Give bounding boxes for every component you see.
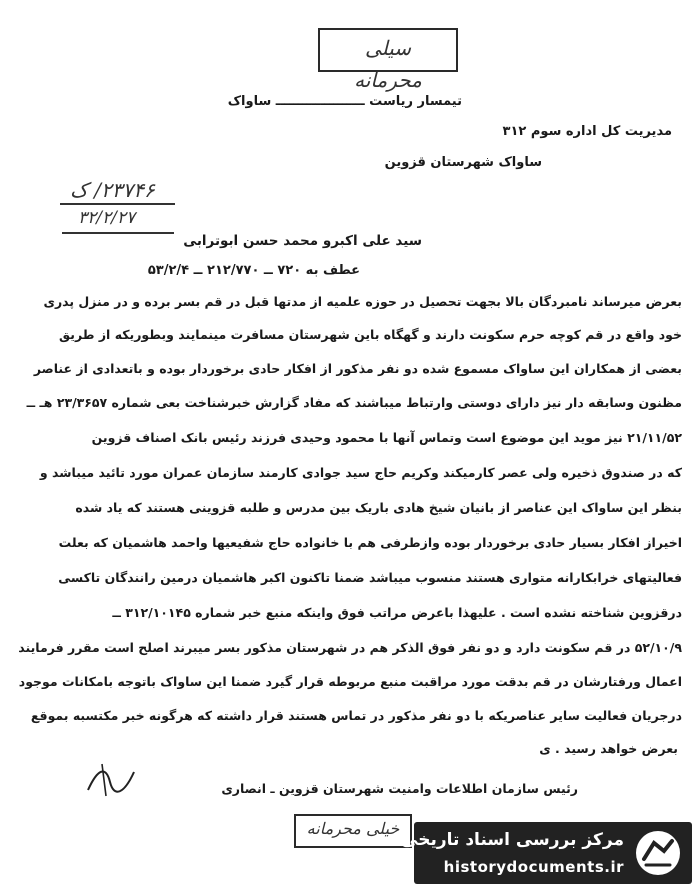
- body-line: اخیراز افکار بسیار حادی برخوردار بوده وازطرفی هم با خانواده حاج شفیعیها واحمد هاشمیان که بعلت: [58, 535, 682, 550]
- body-line: ۲۱/۱۱/۵۲ نیز موید این موضوع است وتماس آنها با محمود وحیدی فرزند رئیس بانک اصناف قزوین: [91, 430, 682, 445]
- classification-stamp-top-text: سیلی محرمانه: [354, 36, 422, 92]
- sender-line: ساواک شهرستان قزوین: [384, 155, 542, 170]
- body-line: ۵۲/۱۰/۹ در قم سکونت دارد و دو نفر فوق الذکر هم در شهرستان مذکور بسر میبرند اصلح است مقرر فرمایند: [18, 640, 682, 655]
- handwritten-date: ۳۲/۲/۲۷: [78, 208, 136, 228]
- signature-mark: [80, 760, 140, 800]
- handwritten-underline: [62, 232, 174, 234]
- reference-line: عطف به ۷۲۰ ــ ۲۱۲/۷۷۰ ــ ۵۳/۲/۴: [147, 263, 360, 278]
- watermark-url: historydocuments.ir: [443, 858, 624, 876]
- body-line: بعرض میرساند نامبردگان بالا بجهت تحصیل در حوزه علمیه از مدتها قبل در قم بسر برده و در منزل پدری: [43, 294, 682, 309]
- body-line: بعضی از همکاران این ساواک مسموع شده دو نفر مذکور از افکار حادی برخوردار بوده و باتعدادی از عناصر: [33, 361, 682, 376]
- classification-stamp-top: [318, 28, 458, 92]
- directorate-line: مدیریت کل اداره سوم ۳۱۲: [502, 124, 672, 139]
- subject-line: سید علی اکبرو محمد حسن ابوترابی: [183, 233, 422, 249]
- body-line: اعمال ورفتارشان در قم بدقت مورد مراقبت منبع مربوطه قرار گیرد ضمنا این ساواک باتوجه بامکانات موجود: [18, 674, 682, 689]
- signature-line: رئیس سازمان اطلاعات وامنیت شهرستان قزوین ـ انصاری: [221, 781, 578, 796]
- handwritten-reference-number: ۲۳۷۴۶/ ک: [70, 178, 155, 202]
- classification-stamp-bottom-text: خیلی محرمانه: [306, 819, 400, 838]
- watermark-title: مرکز بررسی اسناد تاریخی: [401, 830, 624, 850]
- body-line: درقزوین شناخته نشده است . علیهذا باعرض مراتب فوق واینکه منبع خبر شماره ۳۱۲/۱۰۱۴۵ ــ: [112, 605, 682, 620]
- handwritten-underline: [60, 203, 175, 205]
- body-line: درجریان فعالیت سایر عناصریکه با دو نفر مذکور در تماس هستند قرار داشته که هرگونه خبر مکتسبه بموقع: [30, 708, 682, 723]
- classification-stamp-bottom: [294, 814, 412, 848]
- body-line: خود واقع در قم کوچه حرم سکونت دارند و گهگاه باین شهرستان مسافرت مینمایند وبطوریکه از طریق: [59, 327, 682, 342]
- archive-logo-icon: [634, 829, 682, 877]
- body-line: که در صندوق ذخیره ولی عصر کارمیکند وکریم حاج سید جوادی کارمند سازمان عمران مورد تائید میباشد و: [39, 465, 682, 480]
- body-line: بنظر این ساواک این عناصر از بانیان شیخ هادی باریک بین مدرس و طلبه قزوینی هستند که یاد شده: [75, 500, 682, 515]
- body-line: فعالیتهای خرابکارانه متواری هستند منسوب میباشد ضمنا تاکنون اکبر هاشمیان درمین رانندگان تاکسی: [58, 570, 682, 585]
- recipient-line: تیمسار ریاست ــــــــــــــــــــ ساواک: [227, 94, 462, 109]
- archive-watermark: [401, 822, 692, 884]
- body-line: بعرض خواهد رسید . ی: [539, 741, 678, 756]
- body-line: مظنون وسابقه دار نیز دارای دوستی وارتباط میباشند که مفاد گزارش خبرشناخت بعی شماره ۲۳/۳۶۵۷ هـ ــ: [26, 395, 682, 410]
